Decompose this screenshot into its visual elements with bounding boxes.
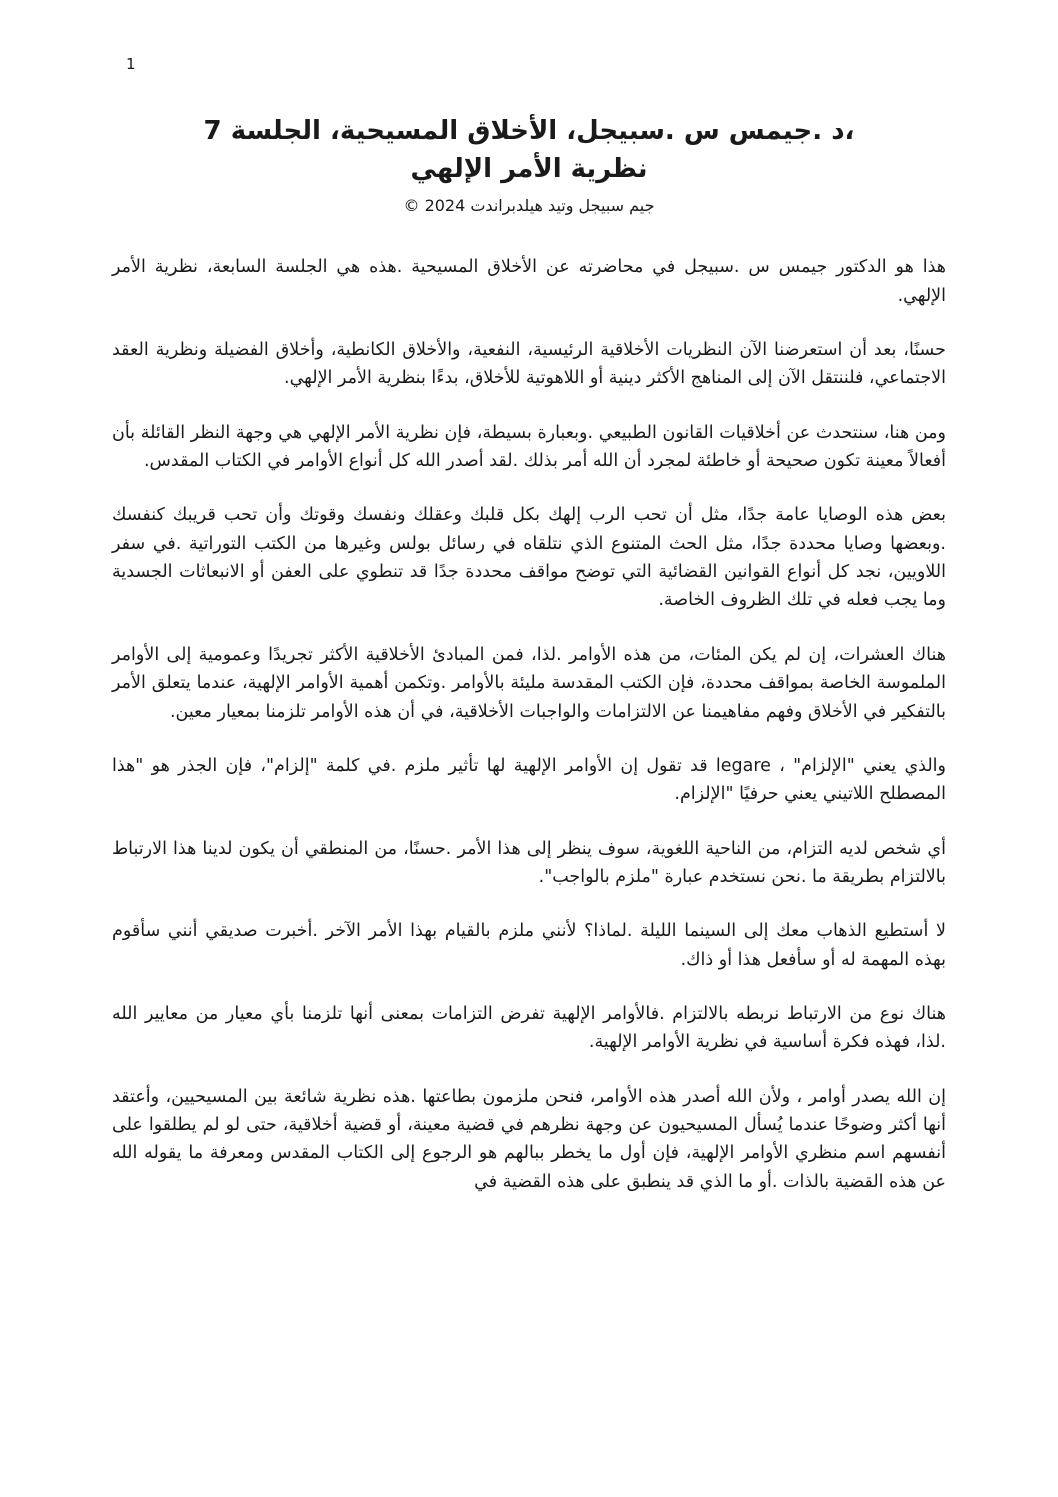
paragraph: أي شخص لديه التزام، من الناحية اللغوية، سوف ينظر إلى هذا الأمر .حسنًا، من المنطقي أن يكون لدينا هذا الارتباط بالالتزام بطريقة ما .نحن نستخدم عبارة "ملزم بالواجب".	[112, 838, 946, 887]
paragraph: ومن هنا، سنتحدث عن أخلاقيات القانون الطبيعي .وبعبارة بسيطة، فإن نظرية الأمر الإلهي هي وجهة النظر القائلة بأن أفعالاً معينة تكون صحيحة أو خاطئة لمجرد أن الله أمر بذلك .لقد أصدر الله كل أنواع الأوامر في الكتاب المقدس.	[112, 422, 946, 472]
paragraph: بعض هذه الوصايا عامة جدًا، مثل أن تحب الرب إلهك بكل قلبك وعقلك ونفسك وقوتك وأن تحب قريبك كنفسك .وبعضها وصايا محددة جدًا، مثل الحث المتنوع الذي نتلقاه في رسائل بولس وغيرها من الكتب التوراتية .في سفر اللاويين، نجد كل أنواع القوانين القضائية التي توضح مواقف محددة جدًا قد تنطوي على العفن أو الانبعاثات الجسدية وما يجب فعله في تلك الظروف الخاصة.	[112, 505, 946, 611]
document-title-line2: نظرية الأمر الإلهي	[410, 153, 648, 184]
paragraph: لا أستطيع الذهاب معك إلى السينما الليلة .لماذا؟ لأنني ملزم بالقيام بهذا الأمر الآخر .أخبرت صديقي أنني سأقوم بهذه المهمة له أو سأفعل هذا أو ذاك.	[112, 921, 946, 970]
paragraph: هناك نوع من الارتباط نربطه بالالتزام .فالأوامر الإلهية تفرض التزامات بمعنى أنها تلزمنا بأي معيار من معايير الله .لذا، فهذه فكرة أساسية في نظرية الأوامر الإلهية.	[112, 1003, 946, 1053]
paragraph: هذا هو الدكتور جيمس س .سبيجل في محاضرته عن الأخلاق المسيحية .هذه هي الجلسة السابعة، نظرية الأمر الإلهي.	[112, 257, 946, 306]
document-header	[112, 113, 946, 215]
paragraph: إن الله يصدر أوامر ، ولأن الله أصدر هذه الأوامر، فنحن ملزمون بطاعتها .هذه نظرية شائعة بين المسيحيين، وأعتقد أنها أكثر وضوحًا عندما يُسأل المسيحيون عن وجهة نظرهم في قضية معينة، أو قضية أخلاقية، حتى لو لم يطلقوا على أنفسهم اسم منظري الأوامر الإلهية، فإن أول ما يخطر ببالهم هو الرجوع إلى الكتاب المقدس ومعرفة ما يقوله الله عن هذه القضية بالذات .أو ما الذي قد ينطبق على هذه القضية في	[112, 1086, 946, 1192]
page-number: 1	[126, 55, 136, 73]
paragraph: هناك العشرات، إن لم يكن المئات، من هذه الأوامر .لذا، فمن المبادئ الأخلاقية الأكثر تجريدًا وعمومية إلى الأوامر الملموسة الخاصة بمواقف محددة، فإن الكتب المقدسة مليئة بالأوامر .وتكمن أهمية الأوامر الإلهية، عندما يتعلق الأمر بالتفكير في الأخلاق وفهم مفاهيمنا عن الالتزامات والواجبات الأخلاقية، في أن هذه الأوامر تلزمنا بمعيار معين.	[112, 644, 946, 722]
document-body	[112, 253, 946, 1196]
document-title-line1: ،د .جيمس س .سبيجل، الأخلاق المسيحية، الجلسة 7	[203, 116, 855, 146]
paragraph: والذي يعني "الإلزام" ، legare قد تقول إن الأوامر الإلهية لها تأثير ملزم .في كلمة "إلزام"، فإن الجذر هو "هذا المصطلح اللاتيني يعني حرفيًا "الإلزام.	[112, 755, 946, 805]
copyright-line: جيم سبيجل وتيد هيلدبراندت 2024 ©	[403, 196, 655, 216]
paragraph: حسنًا، بعد أن استعرضنا الآن النظريات الأخلاقية الرئيسية، النفعية، والأخلاق الكانطية، وأخلاق الفضيلة ونظرية العقد الاجتماعي، فلننتقل الآن إلى المناهج الأكثر دينية أو اللاهوتية للأخلاق، بدءًا بنظرية الأمر الإلهي.	[112, 340, 946, 389]
